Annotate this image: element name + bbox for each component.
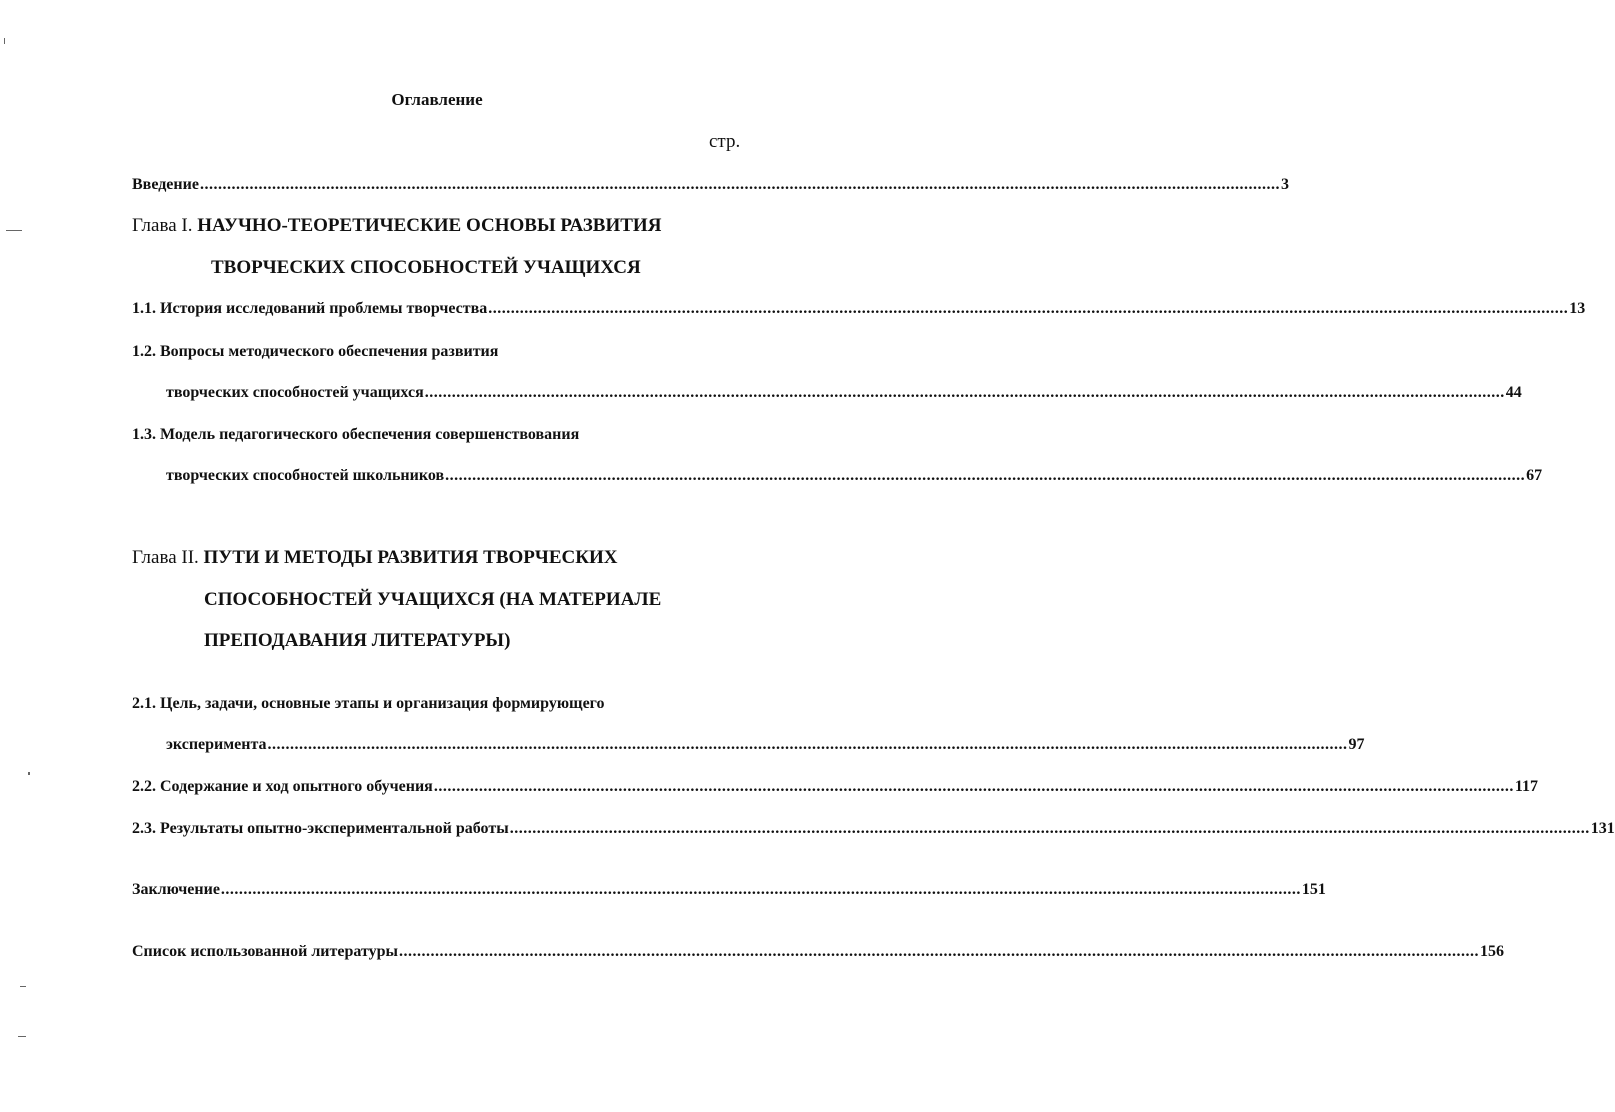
toc-entry-label: эксперимента (166, 736, 267, 753)
toc-entry-page: 131 (1590, 820, 1615, 837)
toc-entry-label: творческих способностей учащихся (166, 384, 424, 401)
toc-entry-intro (132, 174, 1289, 196)
toc-entry-2-3 (132, 818, 1615, 840)
toc-entry-page: 117 (1514, 778, 1538, 795)
scan-speck (28, 772, 30, 775)
chapter-1-heading-line-2: ТВОРЧЕСКИХ СПОСОБНОСТЕЙ УЧАЩИХСЯ (211, 257, 641, 278)
toc-entry-label: 2.2. Содержание и ход опытного обучения (132, 778, 433, 795)
scan-speck (4, 38, 5, 44)
scan-speck (20, 986, 26, 987)
chapter-2-prefix: Глава II. (132, 547, 199, 568)
chapter-1-prefix: Глава I. (132, 215, 193, 236)
toc-entry-page: 156 (1480, 943, 1504, 960)
toc-title: Оглавление (391, 90, 483, 109)
chapter-2-heading-line-2: СПОСОБНОСТЕЙ УЧАЩИХСЯ (НА МАТЕРИАЛЕ (204, 589, 662, 610)
toc-entry-2-2 (132, 776, 1538, 798)
chapter-2-heading-line-3: ПРЕПОДАВАНИЯ ЛИТЕРАТУРЫ) (204, 630, 511, 651)
toc-entry-label: творческих способностей школьников (166, 467, 445, 484)
chapter-2-title: ПУТИ И МЕТОДЫ РАЗВИТИЯ ТВОРЧЕСКИХ (203, 547, 618, 568)
dot-leader: ................................................................................................................................................................................................................................................ (220, 881, 1301, 898)
toc-entry-page: 13 (1569, 300, 1586, 317)
dot-leader: ................................................................................................................................................................................................................................................ (445, 467, 1526, 484)
toc-entry-1-1 (132, 298, 1586, 320)
toc-entry-page: 44 (1505, 384, 1522, 401)
dot-leader: ................................................................................................................................................................................................................................................ (433, 778, 1514, 795)
toc-entry-page: 97 (1348, 736, 1365, 753)
toc-entry-label: 2.3. Результаты опытно-экспериментальной работы (132, 820, 509, 837)
toc-entry-1-2-line-1: 1.2. Вопросы методического обеспечения развития (132, 343, 499, 360)
toc-entry-1-2 (166, 382, 1522, 404)
dot-leader: ................................................................................................................................................................................................................................................ (488, 300, 1569, 317)
page-column-label: стр. (709, 131, 741, 152)
toc-entry-page: 3 (1280, 176, 1289, 193)
scan-speck (18, 1036, 26, 1037)
dot-leader: ................................................................................................................................................................................................................................................ (424, 384, 1505, 401)
toc-entry-bibliography (132, 941, 1504, 963)
dot-leader: ................................................................................................................................................................................................................................................ (267, 736, 1348, 753)
dot-leader: ................................................................................................................................................................................................................................................ (399, 943, 1479, 960)
toc-entry-page: 67 (1526, 467, 1543, 484)
scan-speck (6, 230, 22, 231)
chapter-1-title: НАУЧНО-ТЕОРЕТИЧЕСКИЕ ОСНОВЫ РАЗВИТИЯ (197, 215, 662, 236)
chapter-2-heading-line-1 (132, 546, 618, 570)
toc-entry-label: Заключение (132, 881, 220, 898)
toc-entry-conclusion (132, 879, 1326, 901)
dot-leader: ................................................................................................................................................................................................................................................ (199, 176, 1280, 193)
chapter-1-heading-line-1 (132, 214, 661, 238)
toc-entry-label: Список использованной литературы (132, 943, 398, 960)
dot-leader: ................................................................................................................................................................................................................................................ (509, 820, 1590, 837)
toc-entry-2-1-line-1: 2.1. Цель, задачи, основные этапы и организация формирующего (132, 695, 605, 712)
toc-entry-label: 1.1. История исследований проблемы творчества (132, 300, 488, 317)
toc-entry-label: Введение (132, 176, 199, 193)
toc-entry-1-3 (166, 465, 1543, 487)
toc-entry-page: 151 (1301, 881, 1326, 898)
toc-entry-1-3-line-1: 1.3. Модель педагогического обеспечения совершенствования (132, 426, 580, 443)
toc-entry-2-1 (166, 734, 1365, 756)
